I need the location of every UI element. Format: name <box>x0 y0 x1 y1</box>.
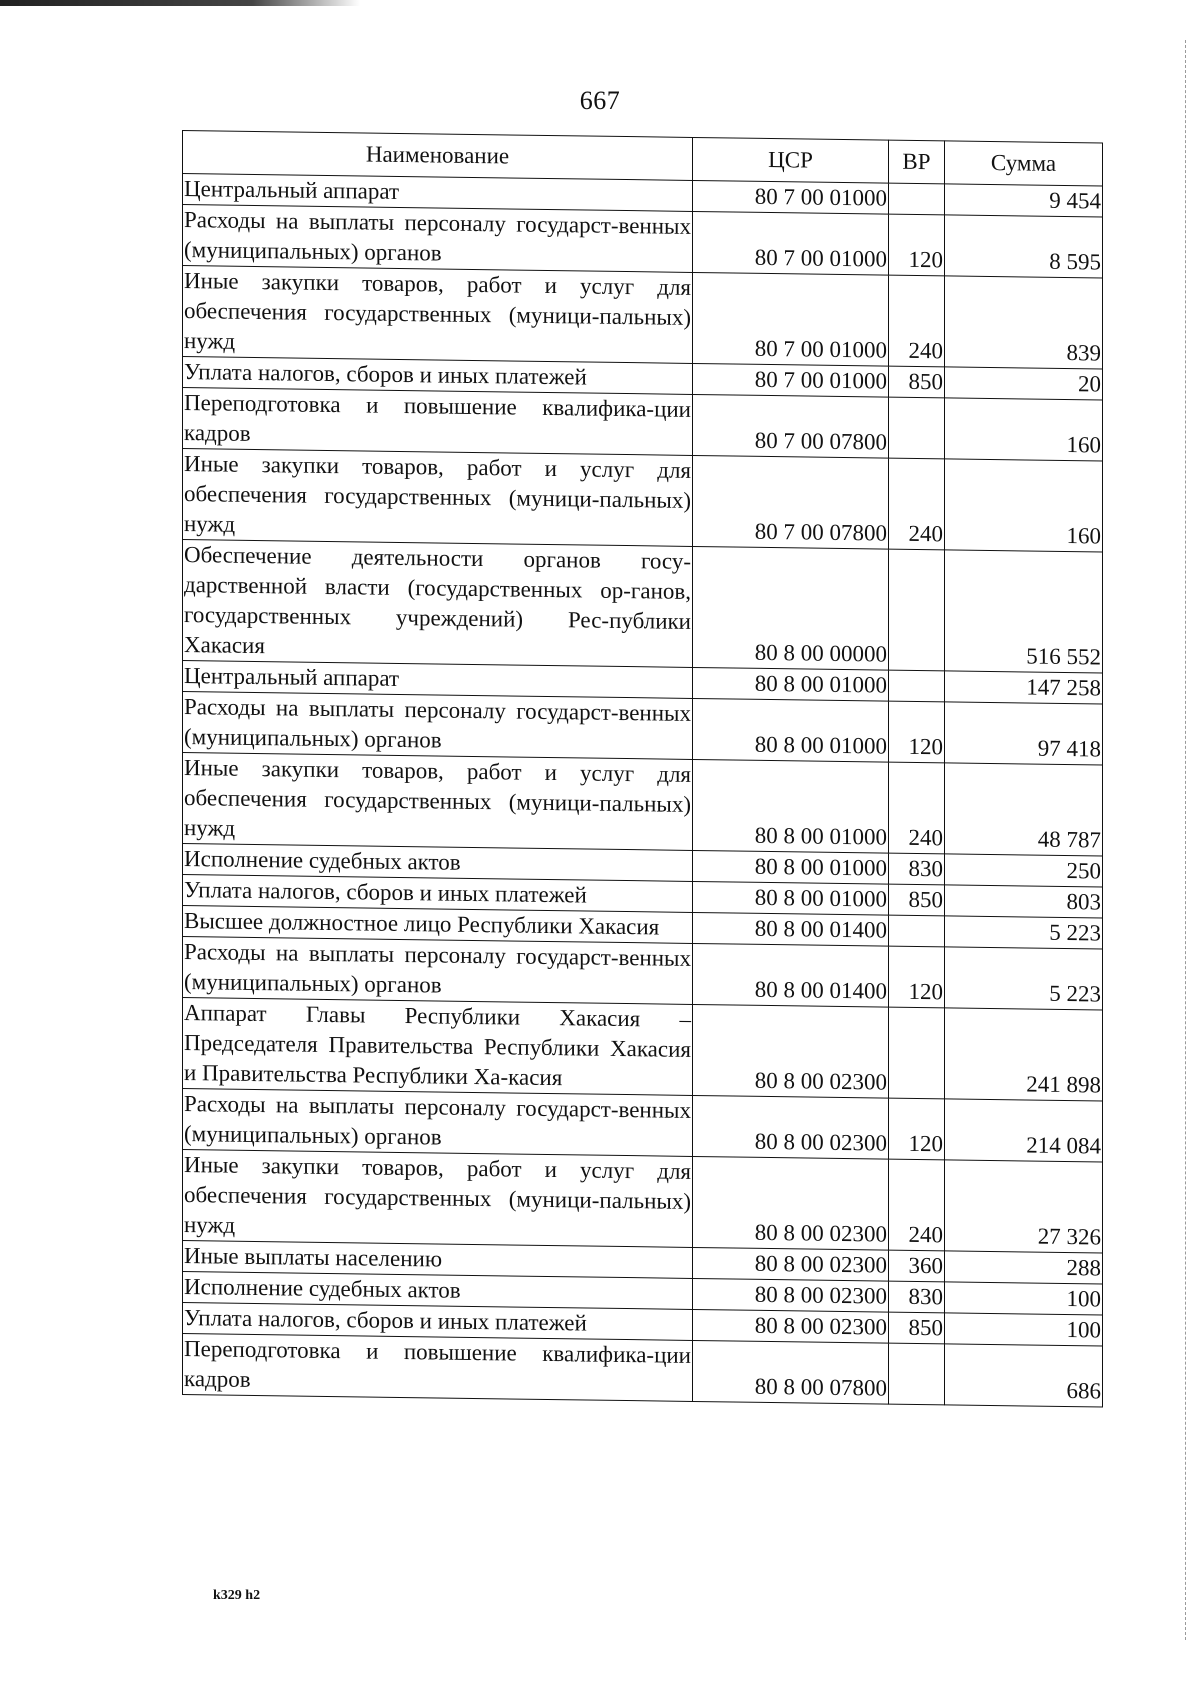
cell-csr: 80 7 00 01000 <box>693 211 889 275</box>
cell-vr: 120 <box>889 214 945 276</box>
cell-name: Центральный аппарат <box>183 661 693 699</box>
cell-name: Переподготовка и повышение квалифика-ции кадров <box>183 1334 693 1402</box>
table-row <box>183 998 1103 1102</box>
cell-csr: 80 7 00 01000 <box>693 363 889 397</box>
cell-sum: 97 418 <box>945 702 1103 765</box>
header-vr: ВР <box>889 140 945 184</box>
page-number: 667 <box>579 86 621 115</box>
cell-vr: 240 <box>889 762 945 854</box>
cell-vr: 850 <box>889 1312 945 1344</box>
cell-vr <box>889 397 945 459</box>
cell-csr: 80 7 00 07800 <box>693 455 889 549</box>
cell-csr: 80 8 00 01000 <box>693 759 889 853</box>
cell-vr: 850 <box>889 884 945 916</box>
cell-sum: 250 <box>945 854 1103 887</box>
cell-csr: 80 8 00 02300 <box>693 1156 889 1250</box>
cell-name: Иные выплаты населению <box>183 1241 693 1279</box>
cell-vr: 830 <box>889 853 945 885</box>
table-row <box>183 1334 1103 1408</box>
cell-csr: 80 7 00 01000 <box>693 180 889 214</box>
cell-sum: 5 223 <box>945 947 1103 1010</box>
cell-sum: 100 <box>945 1313 1103 1346</box>
cell-vr: 120 <box>889 701 945 763</box>
cell-sum: 27 326 <box>945 1160 1103 1253</box>
cell-vr: 830 <box>889 1281 945 1313</box>
header-sum: Сумма <box>945 141 1103 186</box>
cell-csr: 80 8 00 01400 <box>693 912 889 946</box>
cell-name: Исполнение судебных актов <box>183 844 693 882</box>
cell-name: Расходы на выплаты персоналу государст-венных (муниципальных) органов <box>183 205 693 273</box>
cell-name: Иные закупки товаров, работ и услуг для обеспечения государственных (муници-пальных) нужд <box>183 753 693 851</box>
cell-vr <box>889 915 945 947</box>
table-row <box>183 540 1103 674</box>
cell-vr <box>889 1343 945 1405</box>
cell-csr: 80 7 00 07800 <box>693 394 889 458</box>
cell-name: Иные закупки товаров, работ и услуг для обеспечения государственных (муници-пальных) нужд <box>183 266 693 364</box>
cell-vr <box>889 1007 945 1099</box>
cell-name: Высшее должностное лицо Республики Хакасия <box>183 906 693 944</box>
cell-sum: 160 <box>945 398 1103 461</box>
cell-sum: 214 084 <box>945 1099 1103 1162</box>
cell-csr: 80 8 00 00000 <box>693 546 889 670</box>
cell-name: Центральный аппарат <box>183 174 693 212</box>
cell-name: Уплата налогов, сборов и иных платежей <box>183 875 693 913</box>
cell-name: Иные закупки товаров, работ и услуг для обеспечения государственных (муници-пальных) нужд <box>183 449 693 547</box>
cell-vr: 120 <box>889 946 945 1008</box>
cell-csr: 80 8 00 01000 <box>693 698 889 762</box>
cell-sum: 241 898 <box>945 1008 1103 1101</box>
cell-csr: 80 8 00 02300 <box>693 1309 889 1343</box>
cell-vr <box>889 670 945 702</box>
cell-csr: 80 8 00 07800 <box>693 1340 889 1404</box>
cell-csr: 80 8 00 02300 <box>693 1004 889 1098</box>
cell-sum: 48 787 <box>945 763 1103 856</box>
cell-sum: 516 552 <box>945 550 1103 673</box>
cell-vr <box>889 549 945 671</box>
cell-csr: 80 8 00 02300 <box>693 1278 889 1312</box>
cell-sum: 288 <box>945 1251 1103 1284</box>
cell-csr: 80 8 00 01000 <box>693 850 889 884</box>
table-body <box>183 174 1103 1408</box>
cell-name: Уплата налогов, сборов и иных платежей <box>183 1303 693 1341</box>
cell-name: Аппарат Главы Республики Хакасия – Председателя Правительства Республики Хакасия и Правительства Республики Ха-касия <box>183 998 693 1096</box>
cell-vr: 360 <box>889 1250 945 1282</box>
cell-name: Переподготовка и повышение квалифика-ции кадров <box>183 388 693 456</box>
table-row <box>183 753 1103 857</box>
cell-csr: 80 8 00 02300 <box>693 1247 889 1281</box>
cell-sum: 9 454 <box>945 184 1103 217</box>
cell-sum: 839 <box>945 276 1103 369</box>
cell-sum: 147 258 <box>945 671 1103 704</box>
cell-name: Расходы на выплаты персоналу государст-венных (муниципальных) органов <box>183 937 693 1005</box>
scan-right-edge <box>1185 40 1186 1640</box>
cell-sum: 803 <box>945 885 1103 918</box>
cell-sum: 100 <box>945 1282 1103 1315</box>
cell-vr: 120 <box>889 1098 945 1160</box>
header-name: Наименование <box>183 131 693 181</box>
cell-name: Расходы на выплаты персоналу государст-венных (муниципальных) органов <box>183 692 693 760</box>
cell-sum: 8 595 <box>945 215 1103 278</box>
cell-sum: 5 223 <box>945 916 1103 949</box>
cell-sum: 20 <box>945 367 1103 400</box>
cell-name: Обеспечение деятельности органов госу-дарственной власти (государственных ор-ганов, государственных учреждений) Рес-публики Хакасия <box>183 540 693 668</box>
scan-edge-mark <box>0 0 360 6</box>
cell-csr: 80 8 00 01000 <box>693 881 889 915</box>
cell-sum: 686 <box>945 1344 1103 1407</box>
cell-csr: 80 8 00 01400 <box>693 943 889 1007</box>
footer-code: k329 h2 <box>213 1588 261 1603</box>
table-row <box>183 266 1103 370</box>
cell-vr: 240 <box>889 275 945 367</box>
table-row <box>183 449 1103 553</box>
cell-name: Иные закупки товаров, работ и услуг для обеспечения государственных (муници-пальных) нужд <box>183 1150 693 1248</box>
header-csr: ЦСР <box>693 137 889 183</box>
cell-name: Исполнение судебных актов <box>183 1272 693 1310</box>
cell-vr <box>889 183 945 215</box>
cell-csr: 80 8 00 02300 <box>693 1095 889 1159</box>
cell-csr: 80 8 00 01000 <box>693 667 889 701</box>
cell-vr: 240 <box>889 1159 945 1251</box>
cell-name: Расходы на выплаты персоналу государст-венных (муниципальных) органов <box>183 1089 693 1157</box>
cell-vr: 850 <box>889 366 945 398</box>
cell-sum: 160 <box>945 459 1103 552</box>
cell-csr: 80 7 00 01000 <box>693 272 889 366</box>
cell-name: Уплата налогов, сборов и иных платежей <box>183 357 693 395</box>
cell-vr: 240 <box>889 458 945 550</box>
table-row <box>183 1150 1103 1254</box>
budget-table <box>182 130 1103 1408</box>
